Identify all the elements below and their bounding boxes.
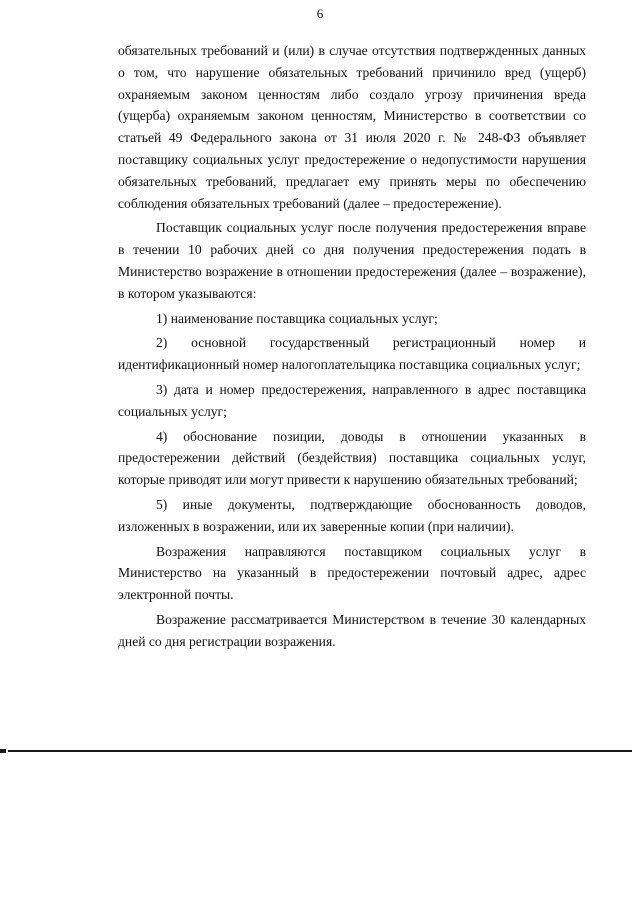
scan-edge-mark <box>0 749 6 753</box>
paragraph-objection-review: Возражение рассматривается Министерством в течение 30 календарных дней со дня регистрации возражения. <box>118 611 586 649</box>
list-item-4: 4) обоснование позиции, доводы в отношении указанных в предостережении действий (бездействия) поставщика социальных услуг, которые приводят или могут привести к нарушению обязательных требований; <box>118 428 586 488</box>
list-item-5: 5) иные документы, подтверждающие обоснованность доводов, изложенных в возражении, или их заверенные копии (при наличии). <box>118 496 586 534</box>
page-number: 6 <box>316 6 324 21</box>
list-item-2: 2) основной государственный регистрационный номер и идентификационный номер налогоплательщика поставщика социальных услуг; <box>118 335 586 373</box>
horizontal-rule <box>8 750 632 752</box>
list-item-1: 1) наименование поставщика социальных услуг; <box>156 310 438 326</box>
paragraph-continuation: обязательных требований и (или) в случае отсутствия подтвержденных данных о том, что нарушение обязательных требований причинило вред (ущерб) охраняемым законом ценностям либо создало угрозу причинения вреда (ущерба) охраняемым законом ценностям, Министерство в соответствии со статьей 49 Федерального закона от 31 июля 2020 г. № 248-ФЗ объявляет поставщику социальных услуг предостережение о недопустимости нарушения обязательных требований, предлагает ему принять меры по обеспечению соблюдения обязательных требований (далее – предостережение). <box>118 43 586 211</box>
paragraph-objection-delivery: Возражения направляются поставщиком социальных услуг в Министерство на указанный в предостережении почтовый адрес, адрес электронной почты. <box>118 543 586 603</box>
document-body <box>118 40 586 656</box>
paragraph-objection-right: Поставщик социальных услуг после получения предостережения вправе в течении 10 рабочих дней со дня получения предостережения подать в Министерство возражение в отношении предостережения (далее – возражение), в котором указываются: <box>118 220 586 301</box>
list-item-3: 3) дата и номер предостережения, направленного в адрес поставщика социальных услуг; <box>118 381 586 419</box>
